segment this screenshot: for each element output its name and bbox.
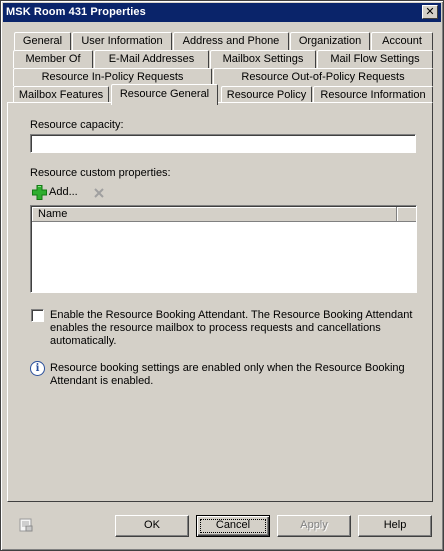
tab-resource-information[interactable]: Resource Information (313, 86, 433, 104)
tab-general[interactable]: General (14, 32, 71, 50)
booking-attendant-label[interactable]: Enable the Resource Booking Attendant. The Resource Booking Attendant enables the resource mailbox to process requests and cancellations automatically. (50, 309, 413, 347)
page-icon (18, 517, 34, 533)
resource-general-panel (7, 102, 433, 502)
cancel-button[interactable] (196, 515, 270, 537)
window-title: MSK Room 431 Properties (6, 6, 146, 18)
apply-button[interactable]: Apply (277, 515, 351, 537)
add-property-button[interactable] (32, 185, 92, 201)
resource-capacity-input[interactable] (30, 134, 416, 153)
tab-user-information[interactable]: User Information (72, 32, 172, 50)
resource-custom-properties-label: Resource custom properties: (30, 167, 171, 179)
tab-resource-in-policy-requests[interactable]: Resource In-Policy Requests (13, 68, 212, 86)
add-label: Add... (49, 186, 78, 198)
tab-member-of[interactable]: Member Of (13, 50, 93, 68)
remove-x-icon[interactable] (93, 187, 105, 199)
info-icon: i (30, 361, 45, 376)
tab-mailbox-settings[interactable]: Mailbox Settings (210, 50, 316, 68)
booking-info-text: Resource booking settings are enabled only when the Resource Booking Attendant is enabled. (50, 362, 405, 387)
tab-address-and-phone[interactable]: Address and Phone (173, 32, 289, 50)
help-button[interactable]: Help (358, 515, 432, 537)
tab-resource-out-of-policy-requests[interactable]: Resource Out-of-Policy Requests (213, 68, 433, 86)
cancel-label: Cancel (215, 519, 251, 531)
booking-attendant-checkbox[interactable] (31, 309, 44, 322)
tab-resource-general[interactable]: Resource General (111, 84, 218, 105)
title-bar[interactable] (3, 3, 441, 22)
plus-icon (32, 185, 47, 200)
tab-organization[interactable]: Organization (290, 32, 370, 50)
tab-account[interactable]: Account (371, 32, 433, 50)
close-icon: ✕ (425, 6, 435, 18)
resource-capacity-label: Resource capacity: (30, 119, 124, 131)
column-header-filler (397, 207, 416, 222)
tab-email-addresses[interactable]: E-Mail Addresses (94, 50, 209, 68)
cancel-focus-ring (200, 519, 266, 533)
tab-mailbox-features[interactable]: Mailbox Features (13, 86, 109, 104)
close-button[interactable] (422, 5, 438, 19)
tab-mail-flow-settings[interactable]: Mail Flow Settings (317, 50, 433, 68)
custom-properties-list[interactable] (30, 205, 417, 293)
column-header-name[interactable]: Name (32, 207, 397, 222)
tab-resource-policy[interactable]: Resource Policy (221, 86, 312, 104)
ok-button[interactable]: OK (115, 515, 189, 537)
